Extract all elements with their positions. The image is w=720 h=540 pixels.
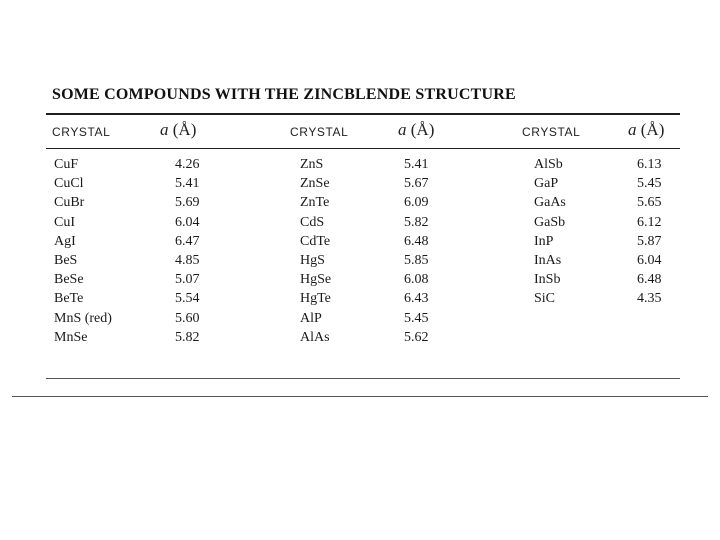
- crystal-name: CuF: [54, 157, 79, 172]
- lattice-column-2: [404, 155, 429, 347]
- header-a-unit: (Å): [406, 120, 435, 139]
- crystal-name: AlAs: [300, 329, 330, 345]
- lattice-value: 4.35: [637, 291, 662, 307]
- lattice-value: 6.04: [175, 214, 200, 230]
- lattice-value: 5.45: [637, 176, 662, 192]
- lattice-value: 5.87: [637, 233, 662, 249]
- crystal-name: SiC: [534, 291, 556, 307]
- crystal-name: ZnS: [300, 157, 324, 172]
- header-a-symbol: a: [398, 120, 407, 139]
- crystal-name: CuCl: [54, 176, 84, 192]
- crystal-name: CdTe: [300, 233, 331, 249]
- page-rule: [12, 396, 708, 397]
- crystal-name: InAs: [534, 252, 562, 268]
- header-lattice-constant-3: [628, 120, 664, 140]
- header-a-unit: (Å): [636, 120, 665, 139]
- crystal-name: HgSe: [300, 272, 332, 288]
- lattice-value: 6.13: [637, 157, 662, 172]
- header-crystal-1: CRYSTAL: [52, 125, 111, 139]
- header-lattice-constant-1: [160, 120, 196, 140]
- header-a-symbol: a: [160, 120, 169, 139]
- lattice-value: 5.54: [175, 291, 200, 307]
- crystal-name: AgI: [54, 233, 76, 249]
- lattice-column-1: [175, 155, 200, 347]
- lattice-value: 6.12: [637, 214, 662, 230]
- lattice-value: 5.65: [637, 195, 662, 211]
- lattice-value: 6.09: [404, 195, 429, 211]
- crystal-name: CuI: [54, 214, 75, 230]
- lattice-value: 5.60: [175, 310, 200, 326]
- lattice-value: 5.85: [404, 252, 429, 268]
- lattice-value: 5.41: [404, 157, 429, 172]
- lattice-value: 5.41: [175, 176, 200, 192]
- crystal-name: GaAs: [534, 195, 566, 211]
- header-a-symbol: a: [628, 120, 637, 139]
- lattice-value: 4.26: [175, 157, 200, 172]
- crystal-name: CuBr: [54, 195, 85, 211]
- lattice-value: 4.85: [175, 252, 200, 268]
- crystal-name: GaP: [534, 176, 559, 192]
- crystal-name: AlSb: [534, 157, 563, 172]
- lattice-value: 5.82: [404, 214, 429, 230]
- lattice-value: 5.07: [175, 272, 200, 288]
- crystal-name: AlP: [300, 310, 322, 326]
- crystal-name: BeSe: [54, 272, 84, 288]
- lattice-value: 5.69: [175, 195, 200, 211]
- crystal-name: MnS (red): [54, 310, 112, 326]
- header-rule: [46, 148, 680, 149]
- lattice-value: 6.04: [637, 252, 662, 268]
- crystal-name: GaSb: [534, 214, 566, 230]
- crystal-name: BeTe: [54, 291, 84, 307]
- crystal-column-1: [54, 155, 112, 347]
- crystal-name: CdS: [300, 214, 325, 230]
- header-a-unit: (Å): [168, 120, 197, 139]
- crystal-name: ZnSe: [300, 176, 330, 192]
- lattice-value: 5.62: [404, 329, 429, 345]
- crystal-name: BeS: [54, 252, 78, 268]
- lattice-value: 6.47: [175, 233, 200, 249]
- header-lattice-constant-2: [398, 120, 434, 140]
- header-crystal-3: CRYSTAL: [522, 125, 581, 139]
- crystal-name: InP: [534, 233, 554, 249]
- top-rule: [46, 113, 680, 115]
- lattice-value: 6.48: [637, 272, 662, 288]
- crystal-name: ZnTe: [300, 195, 330, 211]
- crystal-name: HgS: [300, 252, 325, 268]
- lattice-value: 5.45: [404, 310, 429, 326]
- lattice-value: 6.43: [404, 291, 429, 307]
- lattice-value: 6.08: [404, 272, 429, 288]
- lattice-value: 5.82: [175, 329, 200, 345]
- header-crystal-2: CRYSTAL: [290, 125, 349, 139]
- crystal-name: HgTe: [300, 291, 331, 307]
- crystal-column-3: [534, 155, 566, 309]
- lattice-value: 6.48: [404, 233, 429, 249]
- bottom-rule: [46, 378, 680, 379]
- lattice-column-3: [637, 155, 662, 309]
- crystal-name: MnSe: [54, 329, 88, 345]
- crystal-column-2: [300, 155, 331, 347]
- table-title: SOME COMPOUNDS WITH THE ZINCBLENDE STRUCTURE: [52, 86, 516, 103]
- lattice-value: 5.67: [404, 176, 429, 192]
- crystal-name: InSb: [534, 272, 561, 288]
